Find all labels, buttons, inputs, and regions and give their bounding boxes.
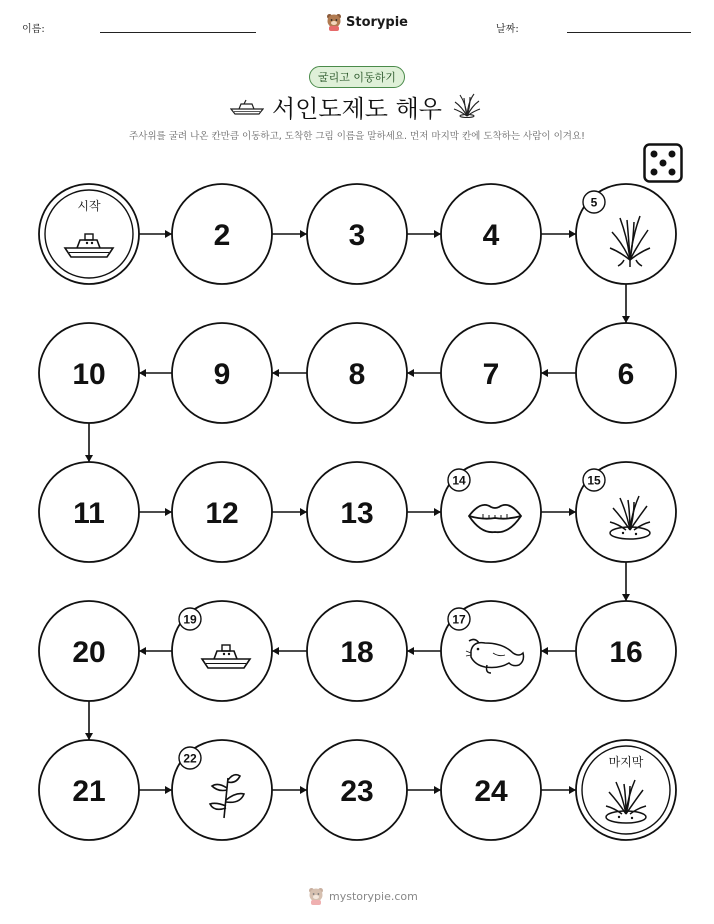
path-arrow-down [622, 284, 630, 323]
instructions-text: 주사위를 굴려 나온 칸만큼 이동하고, 도착한 그림 이름을 말하세요. 먼저 마지막 칸에 도착하는 사람이 이겨요! [129, 131, 585, 142]
path-arrow [139, 647, 172, 655]
cell-number: 16 [609, 636, 643, 669]
cell-number: 3 [348, 219, 366, 252]
path-arrow [272, 230, 307, 238]
path-arrow [272, 786, 307, 794]
path-arrow [272, 508, 307, 516]
path-arrow [407, 369, 441, 377]
finish-label: 마지막 [608, 755, 644, 769]
path-arrow [272, 647, 307, 655]
board-cell-5 [576, 184, 676, 284]
path-arrow [541, 786, 576, 794]
board-cell-8 [307, 323, 407, 423]
cell-number: 2 [213, 219, 231, 252]
cell-number: 17 [452, 612, 466, 627]
board-cell-3 [307, 184, 407, 284]
board-cell-13 [307, 462, 407, 562]
path-arrow-down [622, 562, 630, 601]
board-cell-1 [39, 184, 139, 284]
path-arrow [139, 508, 172, 516]
cell-number: 23 [340, 775, 374, 808]
footer-url[interactable]: mystorypie.com [329, 889, 418, 903]
path-arrow-down [85, 423, 93, 462]
board-cell-20 [39, 601, 139, 701]
cell-number: 10 [72, 358, 106, 391]
cell-number: 24 [474, 775, 508, 808]
board-cell-11 [39, 462, 139, 562]
path-arrow [272, 369, 307, 377]
board-cell-21 [39, 740, 139, 840]
board-cell-10 [39, 323, 139, 423]
board-cell-2 [172, 184, 272, 284]
board-cell-24 [441, 740, 541, 840]
path-arrow [407, 508, 441, 516]
cell-number: 15 [587, 473, 601, 488]
board-cell-15 [576, 462, 676, 562]
cell-number: 19 [183, 612, 197, 627]
brand-name: Storypie [346, 14, 408, 30]
cell-number: 11 [73, 497, 105, 530]
board-cell-17 [441, 601, 541, 701]
board-cell-9 [172, 323, 272, 423]
cell-number: 13 [340, 497, 374, 530]
path-arrow [407, 647, 441, 655]
path-arrow [407, 230, 441, 238]
board-cell-16 [576, 601, 676, 701]
path-arrow [139, 786, 172, 794]
board-cell-22 [172, 740, 272, 840]
path-arrow [541, 508, 576, 516]
cell-number: 5 [590, 195, 598, 210]
name-label: 이름: [22, 24, 45, 35]
cell-number: 22 [183, 751, 197, 766]
path-arrow [139, 369, 172, 377]
board-cell-4 [441, 184, 541, 284]
activity-badge: 굴리고 이동하기 [309, 66, 405, 88]
board-cell-12 [172, 462, 272, 562]
board-cell-18 [307, 601, 407, 701]
path-arrow [139, 230, 172, 238]
board-cell-25 [576, 740, 676, 840]
cell-number: 9 [213, 358, 231, 391]
bear-mascot-icon [308, 887, 324, 905]
path-arrow [541, 647, 576, 655]
cell-number: 21 [72, 775, 106, 808]
path-arrow [541, 369, 576, 377]
path-arrow-down [85, 701, 93, 740]
page-title: 서인도제도 해우 [272, 95, 442, 123]
start-label: 시작 [77, 199, 101, 213]
date-label: 날짜: [496, 24, 519, 35]
cell-number: 6 [617, 358, 635, 391]
cell-number: 4 [482, 219, 500, 252]
cell-number: 7 [482, 358, 500, 391]
cell-number: 14 [452, 473, 466, 488]
board-cell-19 [172, 601, 272, 701]
board-cell-14 [441, 462, 541, 562]
board-cell-7 [441, 323, 541, 423]
board-cell-23 [307, 740, 407, 840]
cell-number: 8 [348, 358, 366, 391]
board-cell-6 [576, 323, 676, 423]
path-arrow [407, 786, 441, 794]
footer [308, 887, 418, 905]
path-arrow [541, 230, 576, 238]
cell-number: 20 [72, 636, 106, 669]
cell-number: 12 [205, 497, 239, 530]
cell-number: 18 [340, 636, 374, 669]
